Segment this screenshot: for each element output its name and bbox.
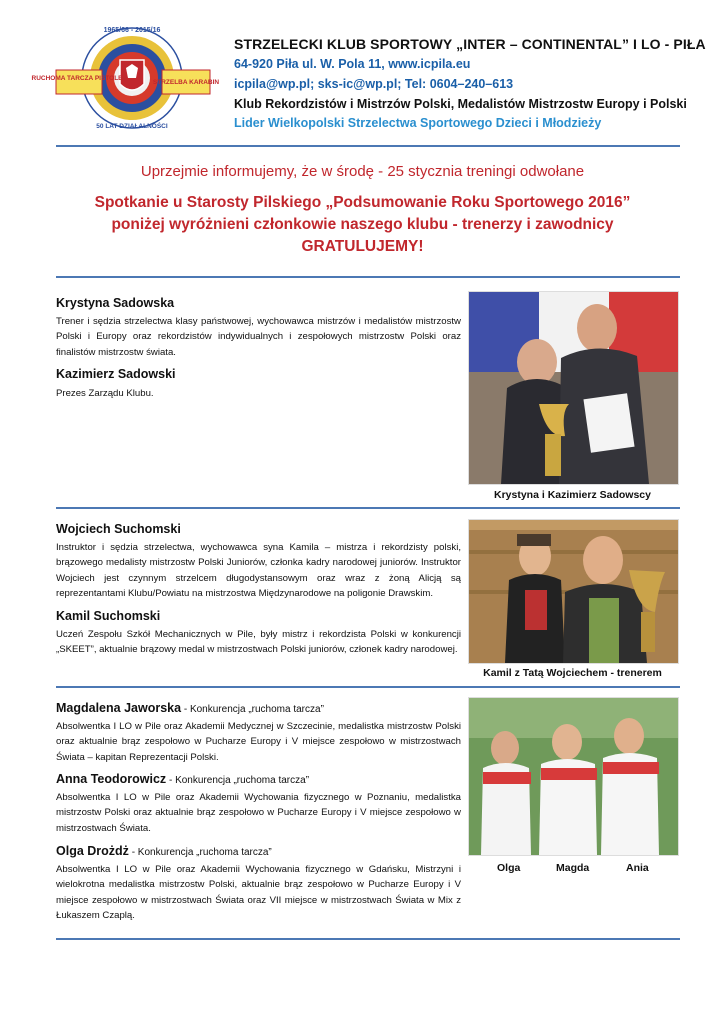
person-event: - Konkurencja „ruchoma tarcza”: [181, 704, 324, 715]
person-event: - Konkurencja „ruchoma tarcza”: [128, 847, 272, 858]
headline-line-3: GRATULUJEMY!: [301, 238, 424, 255]
person-description: Absolwentka I LO w Pile oraz Akademii Wychowania fizycznego w Poznaniu, medalistka mistrzostw Polski oraz aktualnie brąz zespołowo w Pucharze Europy i V miejsce zespołowo w mistrzostwach Świata.: [56, 792, 461, 834]
headline: [0, 192, 725, 258]
club-logo: [31, 22, 220, 132]
photo-caption: Kamil z Tatą Wojciechem - trenerem: [483, 667, 662, 679]
club-leader-line: Lider Wielkopolski Strzelectwa Sportowego Dzieci i Młodzieży: [234, 116, 602, 130]
headline-line-2: poniżej wyróżnieni członkowie naszego klubu - trenerzy i zawodnicy: [111, 216, 614, 233]
photo-caption: Krystyna i Kazimierz Sadowscy: [494, 489, 651, 501]
divider: [56, 276, 680, 278]
person-description: Instruktor i sędzia strzelectwa, wychowawca syna Kamila – mistrza i rekordzisty polski, brązowego medalisty mistrzostw Polski Juniorów, członka kadry narodowej juniorów. Instruktor Wojciech jest czynnym strzelcem długodystansowym oraz wraz z żoną Alicją są reprezentantami Klubu/Powiatu na mistrzostwa Międzynarodowe na poligonie Drawskim.: [56, 542, 461, 599]
person-event: - Konkurencja „ruchoma tarcza”: [166, 775, 310, 786]
logo-left-text: RUCHOMA TARCZA PISTOLET: [31, 75, 127, 82]
person-name: Krystyna Sadowska: [56, 296, 175, 310]
logo-bottom-text: 50 LAT DZIAŁALNOŚCI: [96, 123, 168, 130]
logo-right-text: STRZELBA KARABIN: [152, 79, 220, 86]
divider: [56, 938, 680, 940]
person-description: Absolwentka I LO w Pile oraz Akademii Medycznej w Szczecinie, medalistka mistrzostw Polski oraz aktualnie brąz zespołowo w Pucharze Europy i V miejsce zespołowo w mistrzostwach Świata – kapitan Reprezentacji Polski.: [56, 721, 461, 763]
person-description: Trener i sędzia strzelectwa klasy państwowej, wychowawca mistrzów i medalistów mistrzostw Polski i Europy oraz rekordzistów indywidualnych i zespołowych mistrzostw Polski oraz finalistów mistrzostw świata.: [56, 316, 461, 358]
photo-shooters: [468, 697, 679, 856]
logo-top-text: 1965/66 - 2015/16: [103, 27, 161, 34]
photo-sadowscy: [468, 291, 679, 485]
headline-line-1: Spotkanie u Starosty Pilskiego „Podsumowanie Roku Sportowego 2016”: [94, 194, 631, 211]
person-name: Wojciech Suchomski: [56, 522, 181, 536]
person-description: Uczeń Zespołu Szkół Mechanicznych w Pile, były mistrz i rekordzista Polski w konkurencji „SKEET”, aktualnie brązowy medal w mistrzostwach Polski juniorów, członek kadry narodowej.: [56, 629, 461, 656]
person-name-text: Anna Teodorowicz: [56, 772, 167, 786]
caption-ania: Ania: [626, 862, 649, 874]
club-contact[interactable]: icpila@wp.pl; sks-ic@wp.pl; Tel: 0604–240–613: [234, 77, 514, 91]
person-description: Absolwentka I LO w Pile oraz Akademii Wychowania fizycznego w Gdańsku, Mistrzyni i wielokrotna medalistka mistrzostw Polski, aktualnie brąz zespołowo w Pucharze Europy i V miejsce zespołowo w mistrzostwach Świata oraz VII miejsce w mistrzostwach Świata w Mix z Łukaszem Czaplą.: [56, 864, 461, 921]
caption-magda: Magda: [556, 862, 590, 874]
divider: [56, 507, 680, 509]
club-title: STRZELECKI KLUB SPORTOWY „INTER – CONTINENTAL” I LO - PIŁA: [234, 36, 706, 52]
person-name-text: Magdalena Jaworska: [56, 701, 182, 715]
person-name: Kamil Suchomski: [56, 609, 161, 623]
person-name: [56, 701, 324, 715]
person-name-text: Olga Drożdż: [56, 844, 129, 858]
notice-text: Uprzejmie informujemy, że w środę - 25 stycznia treningi odwołane: [140, 163, 585, 180]
photo-suchomscy: [468, 519, 679, 664]
person-name: [56, 772, 309, 786]
person-description: Prezes Zarządu Klubu.: [56, 388, 154, 399]
club-address[interactable]: 64-920 Piła ul. W. Pola 11, www.icpila.eu: [234, 57, 471, 71]
person-name: Kazimierz Sadowski: [56, 367, 176, 381]
divider: [56, 145, 680, 147]
club-description: Klub Rekordzistów i Mistrzów Polski, Medalistów Mistrzostw Europy i Polski: [234, 97, 687, 111]
person-name: [56, 844, 272, 858]
divider: [56, 686, 680, 688]
caption-olga: Olga: [497, 862, 521, 874]
